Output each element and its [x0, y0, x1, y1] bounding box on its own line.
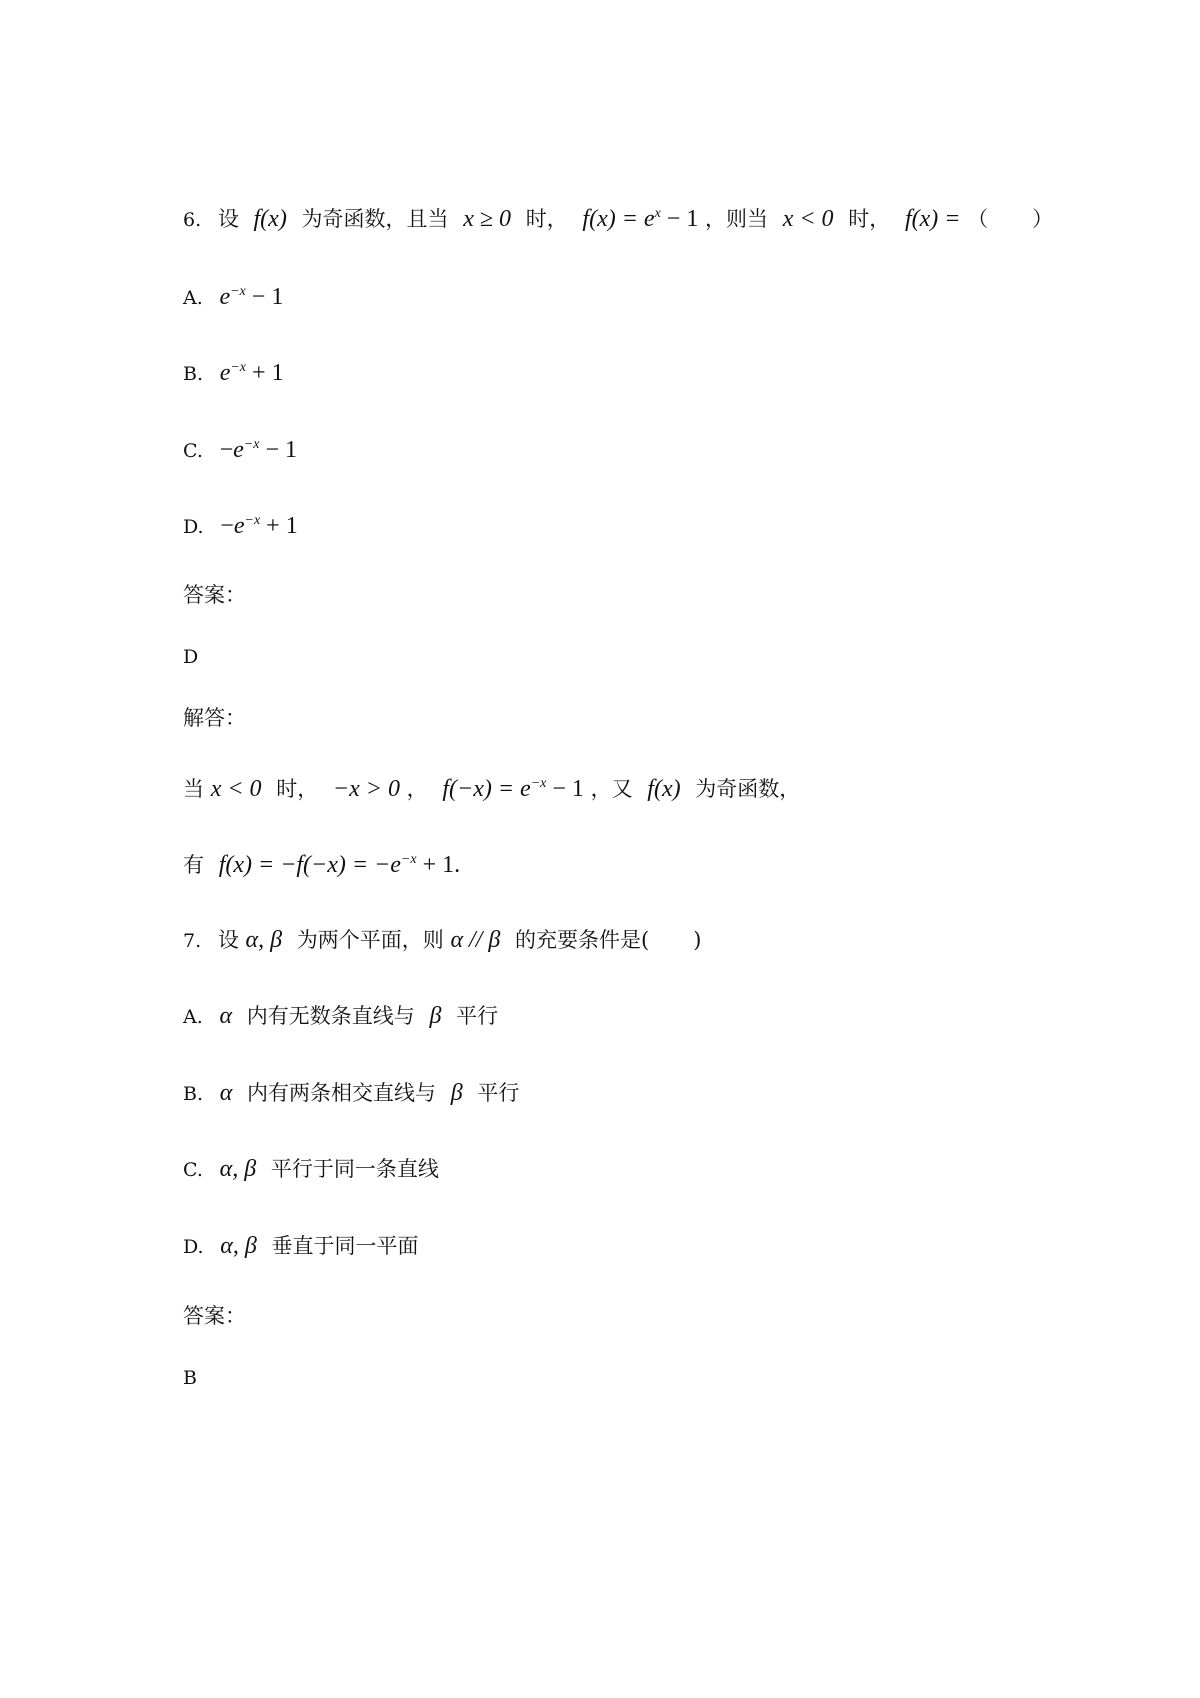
option-label: B. — [183, 363, 204, 385]
option-sup: −x — [243, 437, 260, 452]
solution-text: ， — [406, 777, 428, 801]
q6-stem-math: − 1 — [660, 206, 699, 232]
q7-stem-text: 设 — [217, 928, 239, 952]
q6-stem-math: f(x) = — [904, 206, 961, 232]
option-formula — [220, 435, 297, 465]
solution-formula — [442, 774, 584, 804]
option-base: e — [233, 513, 245, 539]
option-text: 垂直于同一平面 — [271, 1234, 419, 1258]
q6-option-a — [183, 282, 283, 313]
solution-formula — [219, 850, 460, 880]
option-formula — [220, 358, 284, 388]
solution-sup: −x — [400, 852, 417, 867]
q7-answer: B — [183, 1367, 197, 1389]
option-post: + 1 — [260, 513, 298, 539]
option-label: C. — [183, 1159, 203, 1181]
option-sup: −x — [230, 284, 246, 299]
option-label: A. — [183, 287, 203, 309]
q7-answer-heading: 答案： — [183, 1304, 246, 1328]
q6-stem-math: f(x) = e — [582, 206, 655, 232]
option-math: β — [450, 1080, 463, 1106]
q7-option-b — [183, 1078, 519, 1109]
q6-option-d — [183, 511, 298, 542]
solution-math: + 1. — [416, 852, 461, 878]
option-math: α, β — [219, 1156, 257, 1182]
q7-stem-text: 的充要条件是( — [515, 928, 650, 952]
option-post: + 1 — [246, 360, 284, 386]
q6-option-c — [183, 435, 297, 466]
solution-text: 当 — [183, 777, 204, 801]
solution-math: f(x) = −f(−x) = −e — [218, 852, 401, 878]
q7-stem-math: α // β — [450, 927, 501, 953]
option-base: e — [219, 360, 231, 386]
q6-stem-text: 时， — [848, 207, 891, 231]
solution-math: −x > 0 — [332, 776, 400, 802]
solution-math: f(−x) = e — [442, 776, 531, 802]
solution-math: − 1 — [546, 776, 584, 802]
q6-stem-text: 时， — [525, 207, 568, 231]
option-label: B. — [183, 1083, 204, 1105]
option-base: e — [233, 437, 244, 463]
option-text: 平行于同一条直线 — [270, 1157, 439, 1181]
option-formula — [220, 511, 297, 541]
solution-sup: −x — [530, 776, 547, 791]
option-sup: −x — [244, 513, 261, 528]
option-label: C. — [183, 440, 203, 462]
q6-close-paren: ） — [1032, 207, 1054, 231]
q6-stem-sup: x — [654, 206, 661, 221]
solution-math: x < 0 — [210, 776, 262, 802]
q6-stem-math: x ≥ 0 — [463, 206, 512, 232]
q7-number: 7. — [183, 930, 202, 952]
option-math: β — [429, 1003, 442, 1029]
q6-stem — [183, 204, 1053, 235]
q7-option-c — [183, 1154, 439, 1185]
solution-text: 时， — [276, 777, 319, 801]
option-post: − 1 — [245, 284, 284, 310]
option-sup: −x — [230, 360, 247, 375]
option-math: α — [219, 1080, 233, 1106]
option-post: − 1 — [259, 437, 298, 463]
q6-stem-formula — [582, 204, 698, 234]
solution-text: ，又 — [590, 777, 633, 801]
q6-stem-math: x < 0 — [782, 206, 834, 232]
q6-stem-text: 设 — [217, 207, 239, 231]
q7-close-paren: ) — [693, 928, 702, 952]
q6-stem-text: 为奇函数，且当 — [301, 207, 449, 231]
option-formula — [219, 282, 283, 312]
option-text: 平行 — [477, 1081, 520, 1105]
option-text: 内有无数条直线与 — [246, 1004, 415, 1028]
option-label: A. — [183, 1006, 203, 1028]
q6-stem-math: f(x) — [253, 206, 287, 232]
solution-text: 为奇函数， — [695, 777, 801, 801]
option-math: α — [219, 1003, 233, 1029]
solution-math: f(x) — [647, 776, 681, 802]
q7-option-d — [183, 1231, 419, 1262]
q6-answer: D — [183, 646, 199, 668]
option-text: 平行 — [456, 1004, 499, 1028]
q6-stem-text: ，则当 — [705, 207, 769, 231]
q6-solution-line-2 — [183, 850, 460, 880]
q6-option-b — [183, 358, 284, 389]
option-pre: − — [220, 513, 234, 539]
q6-solution-heading: 解答： — [183, 706, 246, 730]
option-text: 内有两条相交直线与 — [247, 1081, 436, 1105]
option-label: D. — [183, 1236, 204, 1258]
q6-answer-heading: 答案： — [183, 583, 246, 607]
solution-text: 有 — [183, 853, 204, 877]
q6-number: 6. — [183, 209, 202, 231]
option-pre: − — [219, 437, 234, 463]
q6-solution-line-1 — [183, 774, 800, 804]
q7-stem-text: 为两个平面，则 — [296, 928, 444, 952]
option-math: α, β — [220, 1233, 257, 1259]
option-label: D. — [183, 516, 204, 538]
q7-option-a — [183, 1001, 498, 1032]
option-base: e — [219, 284, 231, 310]
q7-stem — [183, 925, 701, 956]
q6-open-paren: （ — [967, 207, 989, 231]
q7-stem-math: α, β — [245, 927, 283, 953]
